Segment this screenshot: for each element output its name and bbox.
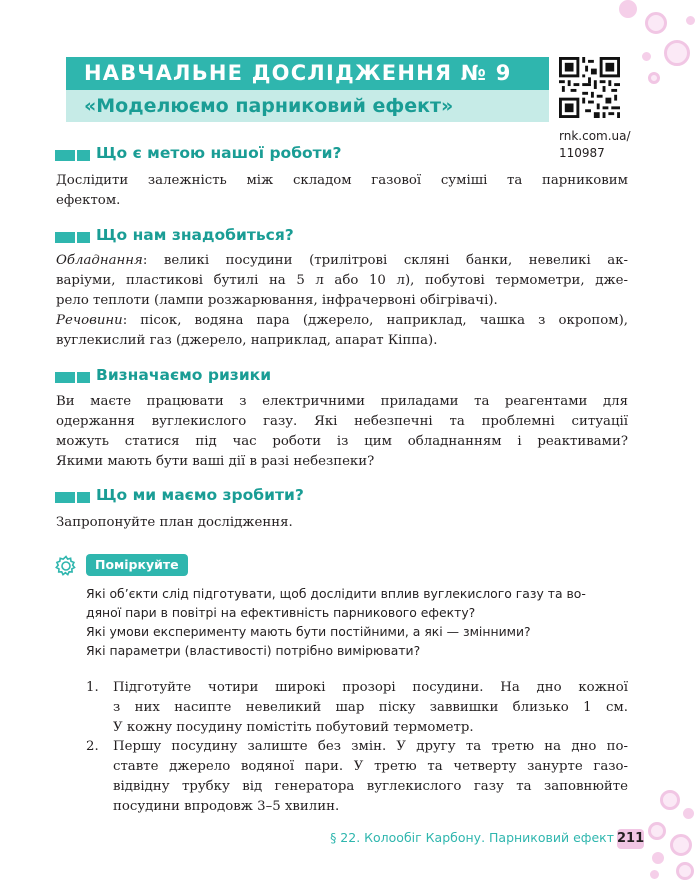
- decor-circle: [670, 834, 692, 856]
- decor-circle: [686, 16, 695, 25]
- research-title: НАВЧАЛЬНЕ ДОСЛІДЖЕННЯ № 9: [66, 57, 549, 90]
- qr-url[interactable]: rnk.com.ua/ 110987: [559, 129, 631, 160]
- decor-circle: [619, 0, 637, 18]
- decor-circle: [642, 52, 651, 61]
- decor-circle: [645, 12, 667, 34]
- plan-text: Запропонуйте план дослідження.: [56, 515, 293, 530]
- decor-circle: [652, 852, 664, 864]
- equipment-label: Обладнання: [56, 253, 143, 268]
- qr-code-icon[interactable]: [559, 57, 620, 118]
- decor-circle: [660, 790, 680, 810]
- page-number: 211: [617, 829, 644, 849]
- research-subtitle: «Моделюємо парниковий ефект»: [66, 90, 549, 122]
- think-questions: Які об’єкти слід підготувати, щоб дослідити вплив вуглекислого газу та во- дяної пари в повітрі на ефективність парникового ефекту? Які умови експерименту мають бути постійними, а які — змінними? Які параметри (властивості) потрібно вимірювати?: [86, 586, 586, 658]
- think-badge: Поміркуйте: [86, 554, 188, 576]
- footer-chapter: § 22. Колообіг Карбону. Парниковий ефект: [330, 830, 614, 845]
- materials-text: Обладнання: великі посудини (трилітрові скляні банки, невеликі ак- варіуми, пластикові бутилі на 5 л або 10 л), побутові термометри, дже- рело теплоти (лампи розжарювання, інфрачервоні обігрівачі). Речовини: пісок, водяна пара (джерело, наприклад, чашка з окропом), вуглекислий газ (джерело, наприклад, апарат Кіппа).: [56, 253, 628, 348]
- substances-label: Речовини: [56, 313, 123, 328]
- decor-circle: [648, 72, 660, 84]
- decor-circle: [676, 862, 694, 880]
- decor-circle: [648, 822, 666, 840]
- goal-text: Дослідити залежність між складом газової суміші та парниковим ефектом.: [56, 173, 628, 208]
- decor-circle: [664, 40, 690, 66]
- gear-icon: [54, 554, 78, 578]
- risks-text: Ви маєте працювати з електричними приладами та реагентами для одержання вуглекислого газу. Які небезпечні та проблемні ситуації можуть статися під час роботи із цим обладнанням і реактивами? Якими мають бути ваші дії в разі небезпеки?: [56, 394, 628, 469]
- decor-circle: [650, 870, 659, 879]
- decor-circle: [683, 808, 694, 819]
